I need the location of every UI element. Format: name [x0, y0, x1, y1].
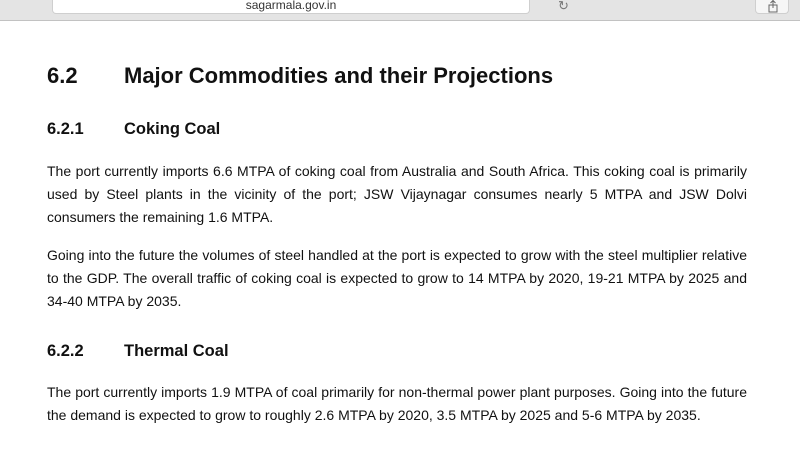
paragraph: Going into the future the volumes of steel handled at the port is expected to grow with the steel multiplier relative to the GDP. The overall traffic of coking coal is expected to grow to 14 MTPA by 2020, 19-21 MTPA by 2025 and 34-40 MTPA by 2035. [47, 247, 747, 309]
section-title: Major Commodities and their Projections [124, 63, 554, 88]
reload-icon[interactable]: ↻ [558, 0, 569, 13]
url-text: sagarmala.gov.in [245, 0, 337, 12]
subsection-title: Thermal Coal [124, 342, 229, 360]
paragraph: The port currently imports 6.6 MTPA of coking coal from Australia and South Africa. This coking coal is primarily used by Steel plants in the vicinity of the port; JSW Vijaynagar consumes nearly 5 MTPA and JSW Dolvi consumers the remaining 1.6 MTPA. [47, 163, 747, 225]
share-icon [767, 0, 779, 13]
document-page [0, 21, 800, 449]
address-bar[interactable] [52, 0, 569, 14]
subsection-number: 6.2.2 [47, 342, 84, 360]
section-number: 6.2 [47, 63, 78, 88]
paragraph: The port currently imports 1.9 MTPA of coal primarily for non-thermal power plant purposes. Going into the future the demand is expected to grow to roughly 2.6 MTPA by 2020, 3.5 MTPA by 2025 and 5-6 MTPA by 2035. [47, 384, 747, 423]
browser-toolbar [0, 0, 800, 21]
subsection-title: Coking Coal [124, 120, 221, 138]
subsection-number: 6.2.1 [47, 120, 84, 138]
share-button[interactable] [755, 0, 789, 14]
